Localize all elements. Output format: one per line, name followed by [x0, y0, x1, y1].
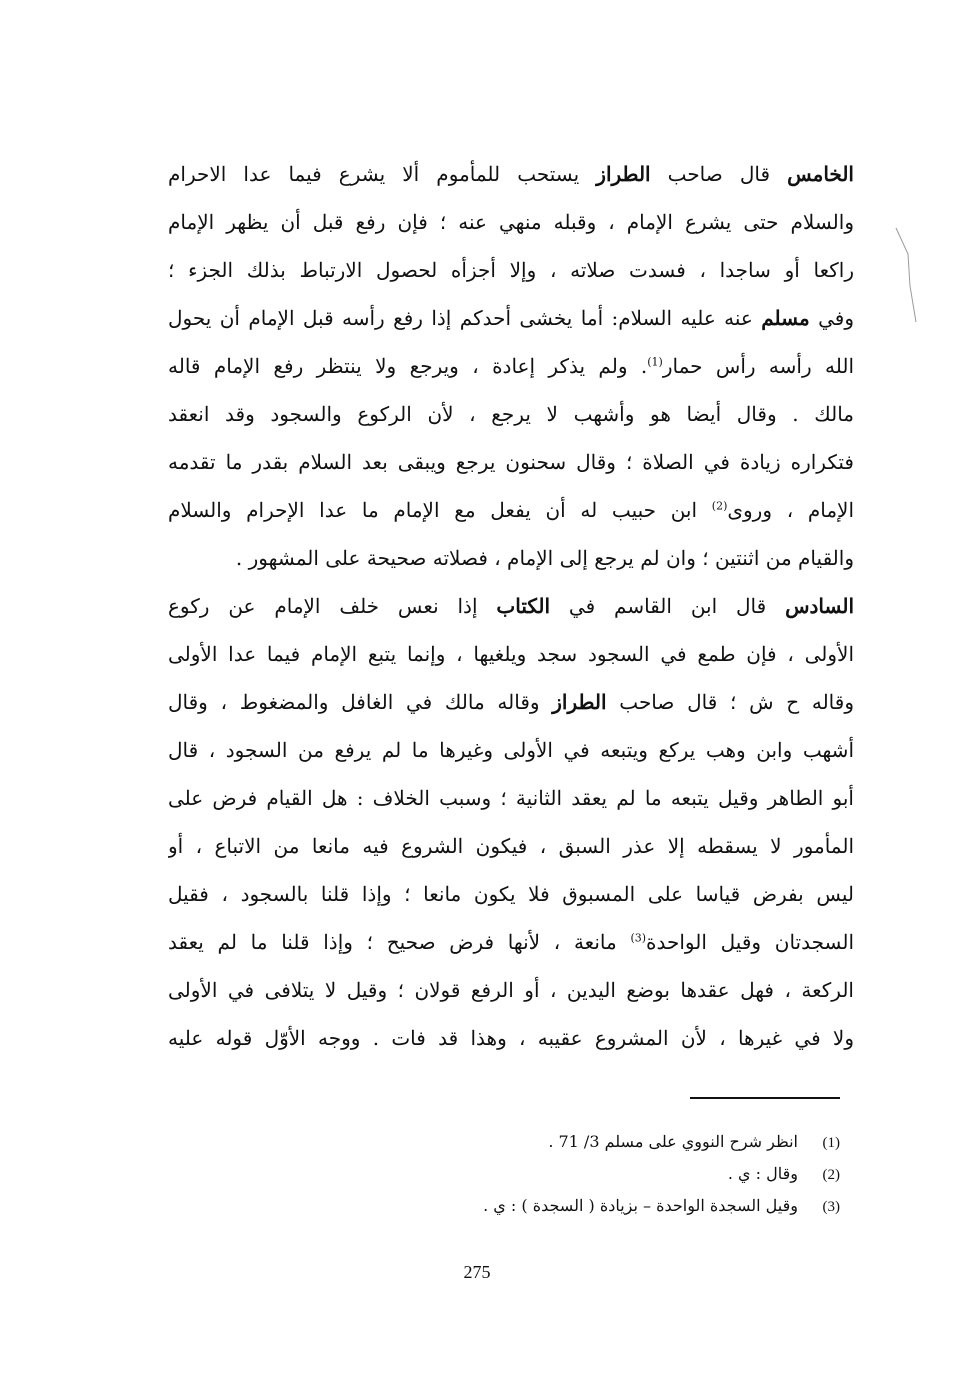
- text-line: [168, 678, 854, 726]
- bold-term: الطراز: [596, 162, 651, 186]
- text-line: [168, 1014, 854, 1062]
- text-segment: والقيام من اثنتين ؛ وان لم يرجع إلى الإمام ، فصلاته صحيحة على المشهور .: [235, 546, 854, 570]
- text-line: [168, 582, 854, 630]
- text-segment: ولا في غيرها ، لأن المشروع عقيبه ، وهذا قد فات . ووجه الأوّل قوله عليه: [168, 1026, 854, 1050]
- text-segment: وفي: [809, 306, 854, 330]
- text-line: [168, 966, 854, 1014]
- footnote-text: وقيل السجدة الواحدة – بزيادة ( السجدة ) : ي .: [483, 1196, 798, 1215]
- text-segment: . ولم يذكر إعادة ، ويرجع ولا ينتظر رفع الإمام قاله: [168, 354, 648, 378]
- text-segment: قال صاحب: [650, 162, 788, 186]
- footnote-number: (2): [822, 1167, 840, 1183]
- text-line: [168, 870, 854, 918]
- footnote: [300, 1190, 840, 1222]
- section-heading-word: السادس: [785, 594, 854, 618]
- text-segment: الأولى ، فإن طمع في السجود سجد ويلغيها ، وإنما يتبع الإمام فيما عدا الأولى: [168, 642, 854, 666]
- text-segment: السجدتان وقيل الواحدة: [646, 930, 854, 954]
- footnote: [300, 1126, 840, 1158]
- footnote-ref: (3): [630, 931, 647, 945]
- footnote-ref: (1): [647, 355, 663, 369]
- text-segment: مالك . وقال أيضا هو وأشهب لا يرجع ، لأن الركوع والسجود وقد انعقد: [168, 402, 854, 426]
- scan-artifact-mark: [894, 226, 934, 326]
- text-line: [168, 390, 854, 438]
- text-line: [168, 150, 854, 198]
- footnotes: [300, 1126, 840, 1222]
- text-segment: أبو الطاهر وقيل يتبعه ما لم يعقد الثانية ؛ وسبب الخلاف : هل القيام فرض على: [168, 786, 854, 810]
- text-line: [168, 630, 854, 678]
- text-segment: راكعا أو ساجدا ، فسدت صلاته ، وإلا أجزأه لحصول الارتباط بذلك الجزء ؛: [168, 258, 854, 282]
- footnote: [300, 1158, 840, 1190]
- footnote-number: (3): [822, 1199, 840, 1215]
- text-segment: والسلام حتى يشرع الإمام ، وقبله منهي عنه ؛ فإن رفع قبل أن يظهر الإمام: [168, 210, 854, 234]
- section-heading-word: الخامس: [787, 162, 854, 186]
- text-segment: وقاله مالك في الغافل والمضغوط ، وقال: [168, 690, 553, 714]
- text-line: [168, 918, 854, 966]
- text-segment: قال ابن القاسم في: [550, 594, 786, 618]
- text-segment: إذا نعس خلف الإمام عن ركوع: [168, 594, 497, 618]
- footnote-separator: [690, 1097, 840, 1099]
- text-line: [168, 342, 854, 390]
- text-line: [168, 198, 854, 246]
- text-segment: فتكراره زيادة في الصلاة ؛ وقال سحنون يرجع ويبقى بعد السلام بقدر ما تقدمه: [168, 450, 854, 474]
- text-segment: الركعة ، فهل عقدها بوضع اليدين ، أو الرفع قولان ؛ وقيل لا يتلافى في الأولى: [168, 978, 854, 1002]
- text-segment: الله رأسه رأس حمار: [662, 354, 854, 378]
- text-segment: ليس بفرض قياسا على المسبوق فلا يكون مانعا ؛ وإذا قلنا بالسجود ، فقيل: [168, 882, 854, 906]
- footnote-text: انظر شرح النووي على مسلم 3/ 71 .: [548, 1132, 798, 1151]
- bold-term: مسلم: [761, 306, 810, 330]
- text-segment: مانعة ، لأنها فرض صحيح ؛ وإذا قلنا ما لم يعقد: [168, 930, 631, 954]
- text-line: [168, 534, 854, 582]
- text-line: [168, 438, 854, 486]
- footnote-number: (1): [822, 1135, 840, 1151]
- text-segment: عنه عليه السلام: أما يخشى أحدكم إذا رفع رأسه قبل الإمام أن يحول: [168, 306, 762, 330]
- footnote-text: وقال : ي .: [727, 1164, 798, 1183]
- main-text: [168, 150, 854, 1062]
- bold-term: الكتاب: [496, 594, 551, 618]
- text-line: [168, 822, 854, 870]
- text-line: [168, 486, 854, 534]
- footnote-ref: (2): [711, 499, 728, 513]
- text-segment: وقاله ح ش ؛ قال صاحب: [606, 690, 854, 714]
- text-line: [168, 246, 854, 294]
- text-line: [168, 726, 854, 774]
- page-number: 275: [463, 1262, 491, 1282]
- text-segment: المأمور لا يسقطه إلا عذر السبق ، فيكون الشروع فيه مانعا من الاتباع ، أو: [168, 834, 854, 858]
- text-segment: أشهب وابن وهب يركع ويتبعه في الأولى وغيرها ما لم يرفع من السجود ، قال: [168, 738, 854, 762]
- bold-term: الطراز: [552, 690, 607, 714]
- text-segment: الإمام ، وروى: [727, 498, 854, 522]
- text-line: [168, 294, 854, 342]
- text-line: [168, 774, 854, 822]
- text-segment: ابن حبيب له أن يفعل مع الإمام ما عدا الإحرام والسلام: [168, 498, 712, 522]
- text-segment: يستحب للمأموم ألا يشرع فيما عدا الاحرام: [168, 162, 597, 186]
